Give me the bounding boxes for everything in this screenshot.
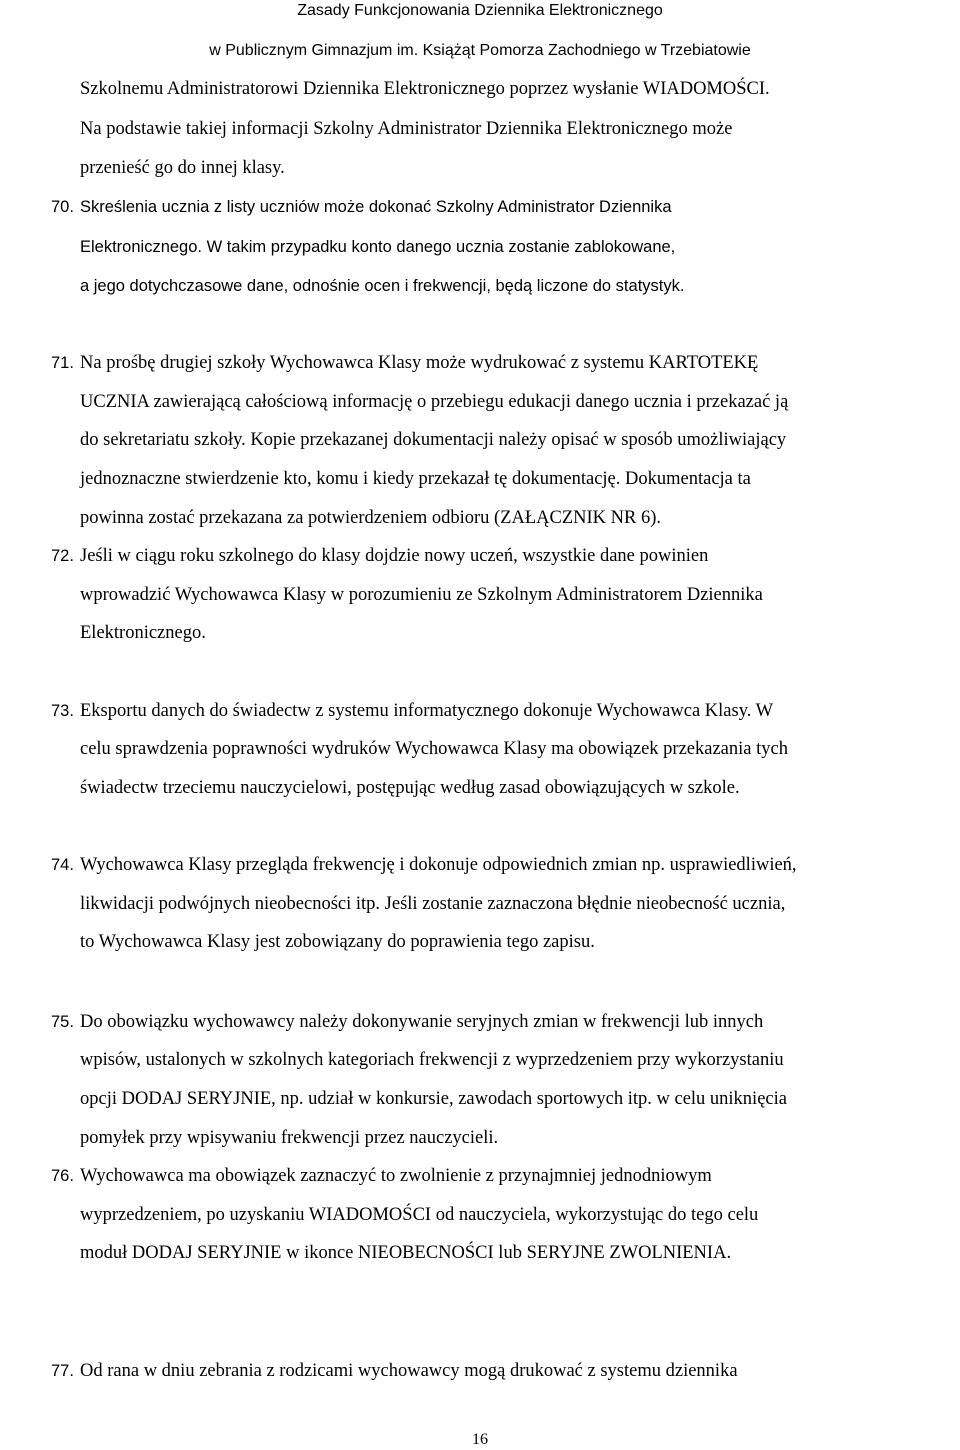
- item-line: celu sprawdzenia poprawności wydruków Wychowawca Klasy ma obowiązek przekazania tych: [80, 739, 788, 759]
- item-line: Od rana w dniu zebrania z rodzicami wychowawcy mogą drukować z systemu dziennika: [80, 1361, 738, 1381]
- item-line: świadectw trzeciemu nauczycielowi, postępując według zasad obowiązujących w szkole.: [80, 778, 740, 798]
- item-line: opcji DODAJ SERYJNIE, np. udział w konkursie, zawodach sportowych itp. w celu uniknięcia: [80, 1089, 787, 1109]
- item-line: do sekretariatu szkoły. Kopie przekazanej dokumentacji należy opisać w sposób umożliwiający: [80, 430, 787, 450]
- intro-line: Szkolnemu Administratorowi Dziennika Elektronicznego poprzez wysłanie WIADOMOŚCI.: [80, 79, 770, 99]
- item-line: Elektronicznego.: [80, 623, 206, 643]
- item-line: Jeśli w ciągu roku szkolnego do klasy dojdzie nowy uczeń, wszystkie dane powinien: [80, 546, 709, 566]
- item-line: moduł DODAJ SERYJNIE w ikonce NIEOBECNOŚCI lub SERYJNE ZWOLNIENIA.: [80, 1243, 732, 1263]
- item-line: Na prośbę drugiej szkoły Wychowawca Klasy może wydrukować z systemu KARTOTEKĘ: [80, 353, 759, 373]
- item-line: UCZNIA zawierającą całościową informację o przebiegu edukacji danego ucznia i przekazać ją: [80, 392, 789, 412]
- item-line: a jego dotychczasowe dane, odnośnie ocen i frekwencji, będą liczone do statystyk.: [80, 277, 685, 295]
- item-line: wyprzedzeniem, po uzyskaniu WIADOMOŚCI od nauczyciela, wykorzystując do tego celu: [80, 1205, 759, 1225]
- item-number: 70.: [51, 198, 74, 216]
- item-number: 73.: [51, 702, 74, 720]
- item-line: Wychowawca Klasy przegląda frekwencję i dokonuje odpowiednich zmian np. usprawiedliwień,: [80, 855, 797, 875]
- item-line: pomyłek przy wpisywaniu frekwencji przez nauczycieli.: [80, 1128, 499, 1148]
- item-line: to Wychowawca Klasy jest zobowiązany do poprawienia tego zapisu.: [80, 932, 595, 952]
- item-line: wpisów, ustalonych w szkolnych kategoriach frekwencji z wyprzedzeniem przy wykorzystaniu: [80, 1050, 784, 1070]
- item-line: likwidacji podwójnych nieobecności itp. Jeśli zostanie zaznaczona błędnie nieobecność ucznia,: [80, 894, 786, 914]
- item-number: 72.: [51, 547, 74, 565]
- item-number: 75.: [51, 1013, 74, 1031]
- intro-line: przenieść go do innej klasy.: [80, 158, 285, 178]
- page-number: 16: [472, 1431, 488, 1448]
- item-line: wprowadzić Wychowawca Klasy w porozumieniu ze Szkolnym Administratorem Dziennika: [80, 585, 763, 605]
- item-line: Elektronicznego. W takim przypadku konto danego ucznia zostanie zablokowane,: [80, 238, 676, 256]
- item-line: Eksportu danych do świadectw z systemu informatycznego dokonuje Wychowawca Klasy. W: [80, 701, 774, 721]
- item-number: 71.: [51, 354, 74, 372]
- header-title: Zasady Funkcjonowania Dziennika Elektronicznego: [297, 2, 663, 19]
- intro-line: Na podstawie takiej informacji Szkolny Administrator Dziennika Elektronicznego może: [80, 119, 733, 139]
- item-number: 77.: [51, 1362, 74, 1380]
- item-line: powinna zostać przekazana za potwierdzeniem odbioru (ZAŁĄCZNIK NR 6).: [80, 508, 661, 528]
- item-number: 74.: [51, 856, 74, 874]
- item-number: 76.: [51, 1167, 74, 1185]
- item-line: Wychowawca ma obowiązek zaznaczyć to zwolnienie z przynajmniej jednodniowym: [80, 1166, 712, 1186]
- item-line: Do obowiązku wychowawcy należy dokonywanie seryjnych zmian w frekwencji lub innych: [80, 1012, 764, 1032]
- header-subtitle: w Publicznym Gimnazjum im. Książąt Pomorza Zachodniego w Trzebiatowie: [209, 42, 751, 59]
- item-line: Skreślenia ucznia z listy uczniów może dokonać Szkolny Administrator Dziennika: [80, 198, 672, 216]
- item-line: jednoznaczne stwierdzenie kto, komu i kiedy przekazał tę dokumentację. Dokumentacja ta: [80, 469, 751, 489]
